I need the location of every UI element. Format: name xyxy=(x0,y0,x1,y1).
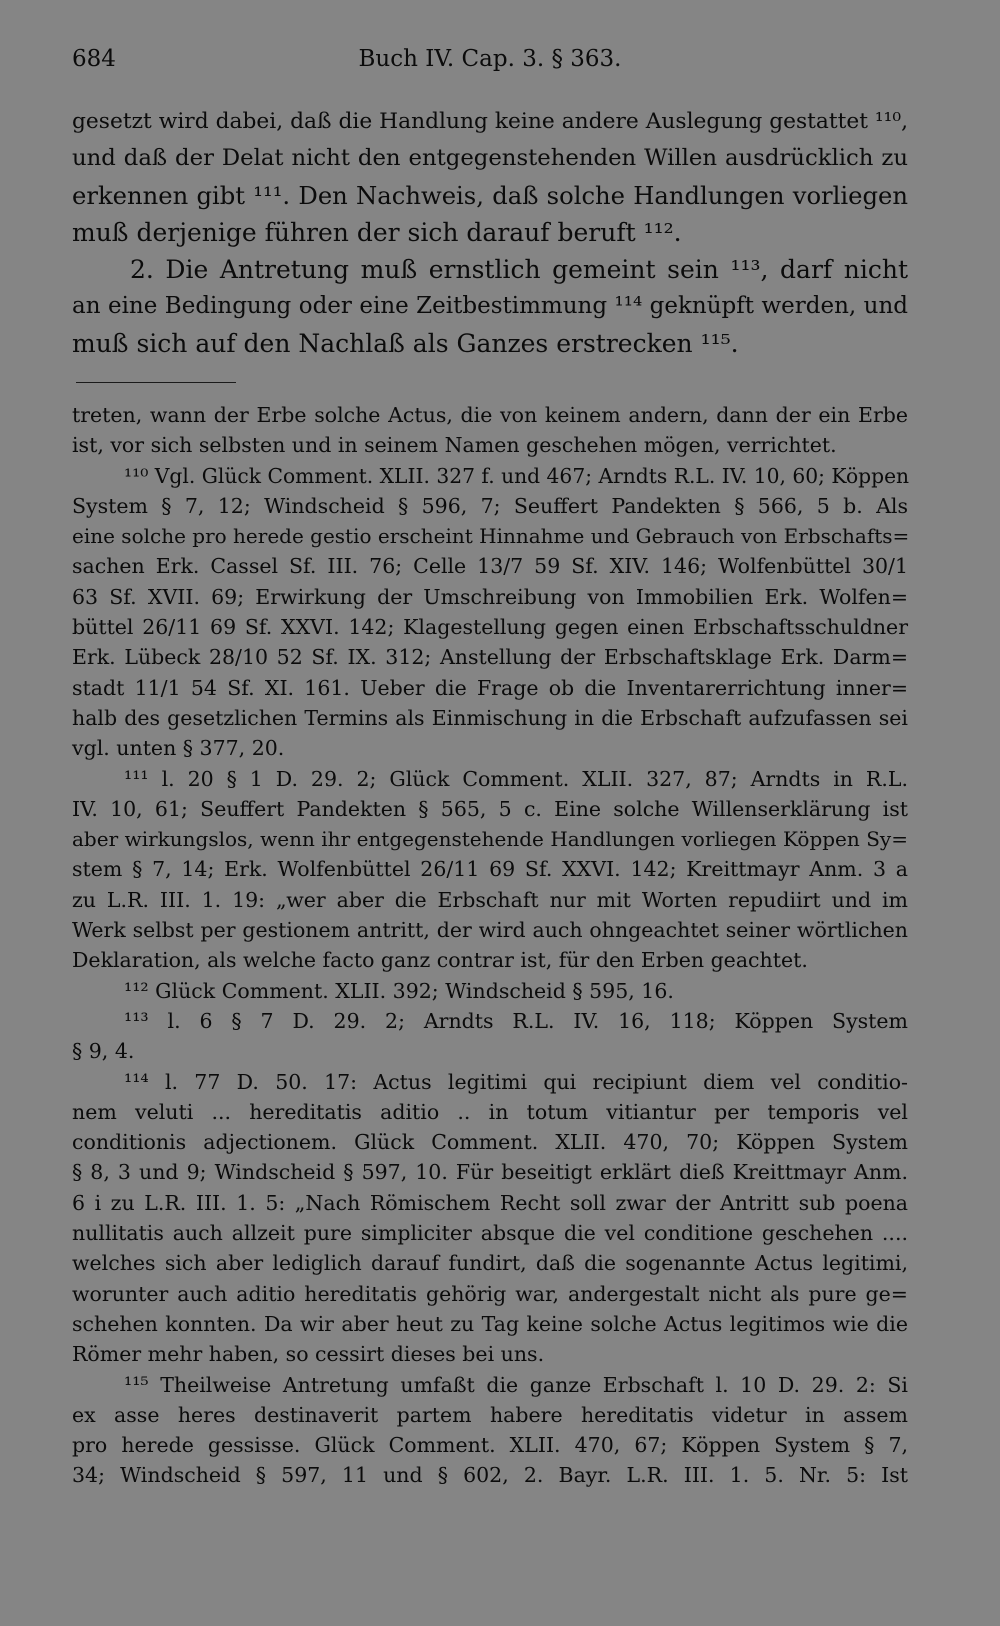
footnote-line: Erk. Lübeck 28/10 52 Sf. IX. 312; Anstellung der Erbschaftsklage Erk. Darm= xyxy=(72,645,908,670)
footnote-line: büttel 26/11 69 Sf. XXVI. 142; Klagestellung gegen einen Erbschaftsschuldner xyxy=(72,615,908,640)
footnote-line: vgl. unten § 377, 20. xyxy=(72,736,285,761)
footnote-line: 63 Sf. XVII. 69; Erwirkung der Umschreibung von Immobilien Erk. Wolfen= xyxy=(72,584,908,609)
footnote-line: treten, wann der Erbe solche Actus, die von keinem andern, dann der ein Erbe xyxy=(72,403,908,427)
footnote-line: stem § 7, 14; Erk. Wolfenbüttel 26/11 69 Sf. XXVI. 142; Kreittmayr Anm. 3 a xyxy=(72,857,908,882)
main-text xyxy=(72,103,908,362)
footnote-line: ¹¹¹ l. 20 § 1 D. 29. 2; Glück Comment. XLII. 327, 87; Arndts in R.L. xyxy=(124,766,908,791)
footnote-line: pro herede gessisse. Glück Comment. XLII. 470, 67; Köppen System § 7, xyxy=(72,1433,908,1458)
footnote-line: Deklaration, als welche facto ganz contrar ist, für den Erben geachtet. xyxy=(72,948,808,973)
footnote-line: nem veluti ... hereditatis aditio .. in totum vitiantur per temporis vel xyxy=(72,1099,908,1124)
footnote-line: ¹¹⁰ Vgl. Glück Comment. XLII. 327 f. und 467; Arndts R.L. IV. 10, 60; Köppen xyxy=(124,463,910,488)
footnote-line: Römer mehr haben, so cessirt dieses bei uns. xyxy=(72,1342,545,1367)
page-number: 684 xyxy=(72,46,116,72)
footnote-line: ¹¹⁵ Theilweise Antretung umfaßt die ganze Erbschaft l. 10 D. 29. 2: Si xyxy=(124,1372,908,1397)
text-line: an eine Bedingung oder eine Zeitbestimmung ¹¹⁴ geknüpft werden, und xyxy=(72,293,908,319)
footnote-line: welches sich aber lediglich darauf fundirt, daß die sogenannte Actus legitimi, xyxy=(72,1251,908,1276)
footnote-line: aber wirkungslos, wenn ihr entgegenstehende Handlungen vorliegen Köppen Sy= xyxy=(72,827,908,852)
footnote-line: worunter auch aditio hereditatis gehörig war, andergestalt nicht als pure ge= xyxy=(72,1281,908,1306)
footnote-line: ist, vor sich selbsten und in seinem Namen geschehen mögen, verrichtet. xyxy=(72,433,837,458)
footnote-line: nullitatis auch allzeit pure simpliciter absque die vel conditione geschehen .... xyxy=(72,1221,908,1246)
text-line: gesetzt wird dabei, daß die Handlung keine andere Auslegung gestattet ¹¹⁰, xyxy=(72,109,908,134)
footnote-line: sachen Erk. Cassel Sf. III. 76; Celle 13/7 59 Sf. XIV. 146; Wolfenbüttel 30/1 xyxy=(72,554,908,579)
footnote-line: ¹¹³ l. 6 § 7 D. 29. 2; Arndts R.L. IV. 16, 118; Köppen System xyxy=(124,1008,908,1033)
text-line: erkennen gibt ¹¹¹. Den Nachweis, daß solche Handlungen vorliegen xyxy=(72,181,908,210)
footnote-line: halb des gesetzlichen Termins als Einmischung in die Erbschaft aufzufassen sei xyxy=(72,705,908,730)
text-line: 2. Die Antretung muß ernstlich gemeint sein ¹¹³, darf nicht xyxy=(130,255,908,284)
footnote-line: stadt 11/1 54 Sf. XI. 161. Ueber die Frage ob die Inventarerrichtung inner= xyxy=(72,675,908,700)
footnotes xyxy=(72,400,908,1491)
footnote-line: zu L.R. III. 1. 19: „wer aber die Erbschaft nur mit Worten repudiirt und im xyxy=(72,887,908,912)
footnote-line: eine solche pro herede gestio erscheint Hinnahme und Gebrauch von Erbschafts= xyxy=(72,524,910,549)
page-header xyxy=(72,46,908,76)
footnote-line: System § 7, 12; Windscheid § 596, 7; Seuffert Pandekten § 566, 5 b. Als xyxy=(72,493,908,518)
footnote-line: 6 i zu L.R. III. 1. 5: „Nach Römischem Recht soll zwar der Antritt sub poena xyxy=(72,1190,908,1215)
text-line: muß derjenige führen der sich darauf beruft ¹¹². xyxy=(72,218,682,247)
footnote-separator xyxy=(76,382,236,383)
text-line: und daß der Delat nicht den entgegenstehenden Willen ausdrücklich zu xyxy=(72,145,908,171)
footnote-line: § 8, 3 und 9; Windscheid § 597, 10. Für beseitigt erklärt dieß Kreittmayr Anm. xyxy=(72,1160,908,1185)
footnote-line: ex asse heres destinaverit partem habere hereditatis videtur in assem xyxy=(72,1402,908,1427)
running-title: Buch IV. Cap. 3. § 363. xyxy=(358,46,622,72)
footnote-line: Werk selbst per gestionem antritt, der wird auch ohngeachtet seiner wörtlichen xyxy=(72,918,908,943)
footnote-line: ¹¹² Glück Comment. XLII. 392; Windscheid § 595, 16. xyxy=(124,978,674,1003)
footnote-line: § 9, 4. xyxy=(72,1039,135,1064)
footnote-line: 34; Windscheid § 597, 11 und § 602, 2. Bayr. L.R. III. 1. 5. Nr. 5: Ist xyxy=(72,1463,908,1488)
footnote-line: ¹¹⁴ l. 77 D. 50. 17: Actus legitimi qui recipiunt diem vel conditio- xyxy=(124,1069,908,1094)
footnote-line: IV. 10, 61; Seuffert Pandekten § 565, 5 c. Eine solche Willenserklärung ist xyxy=(72,796,908,821)
footnote-line: schehen konnten. Da wir aber heut zu Tag keine solche Actus legitimos wie die xyxy=(72,1311,908,1336)
text-line: muß sich auf den Nachlaß als Ganzes erstrecken ¹¹⁵. xyxy=(72,329,739,358)
footnote-line: conditionis adjectionem. Glück Comment. XLII. 470, 70; Köppen System xyxy=(72,1130,908,1155)
